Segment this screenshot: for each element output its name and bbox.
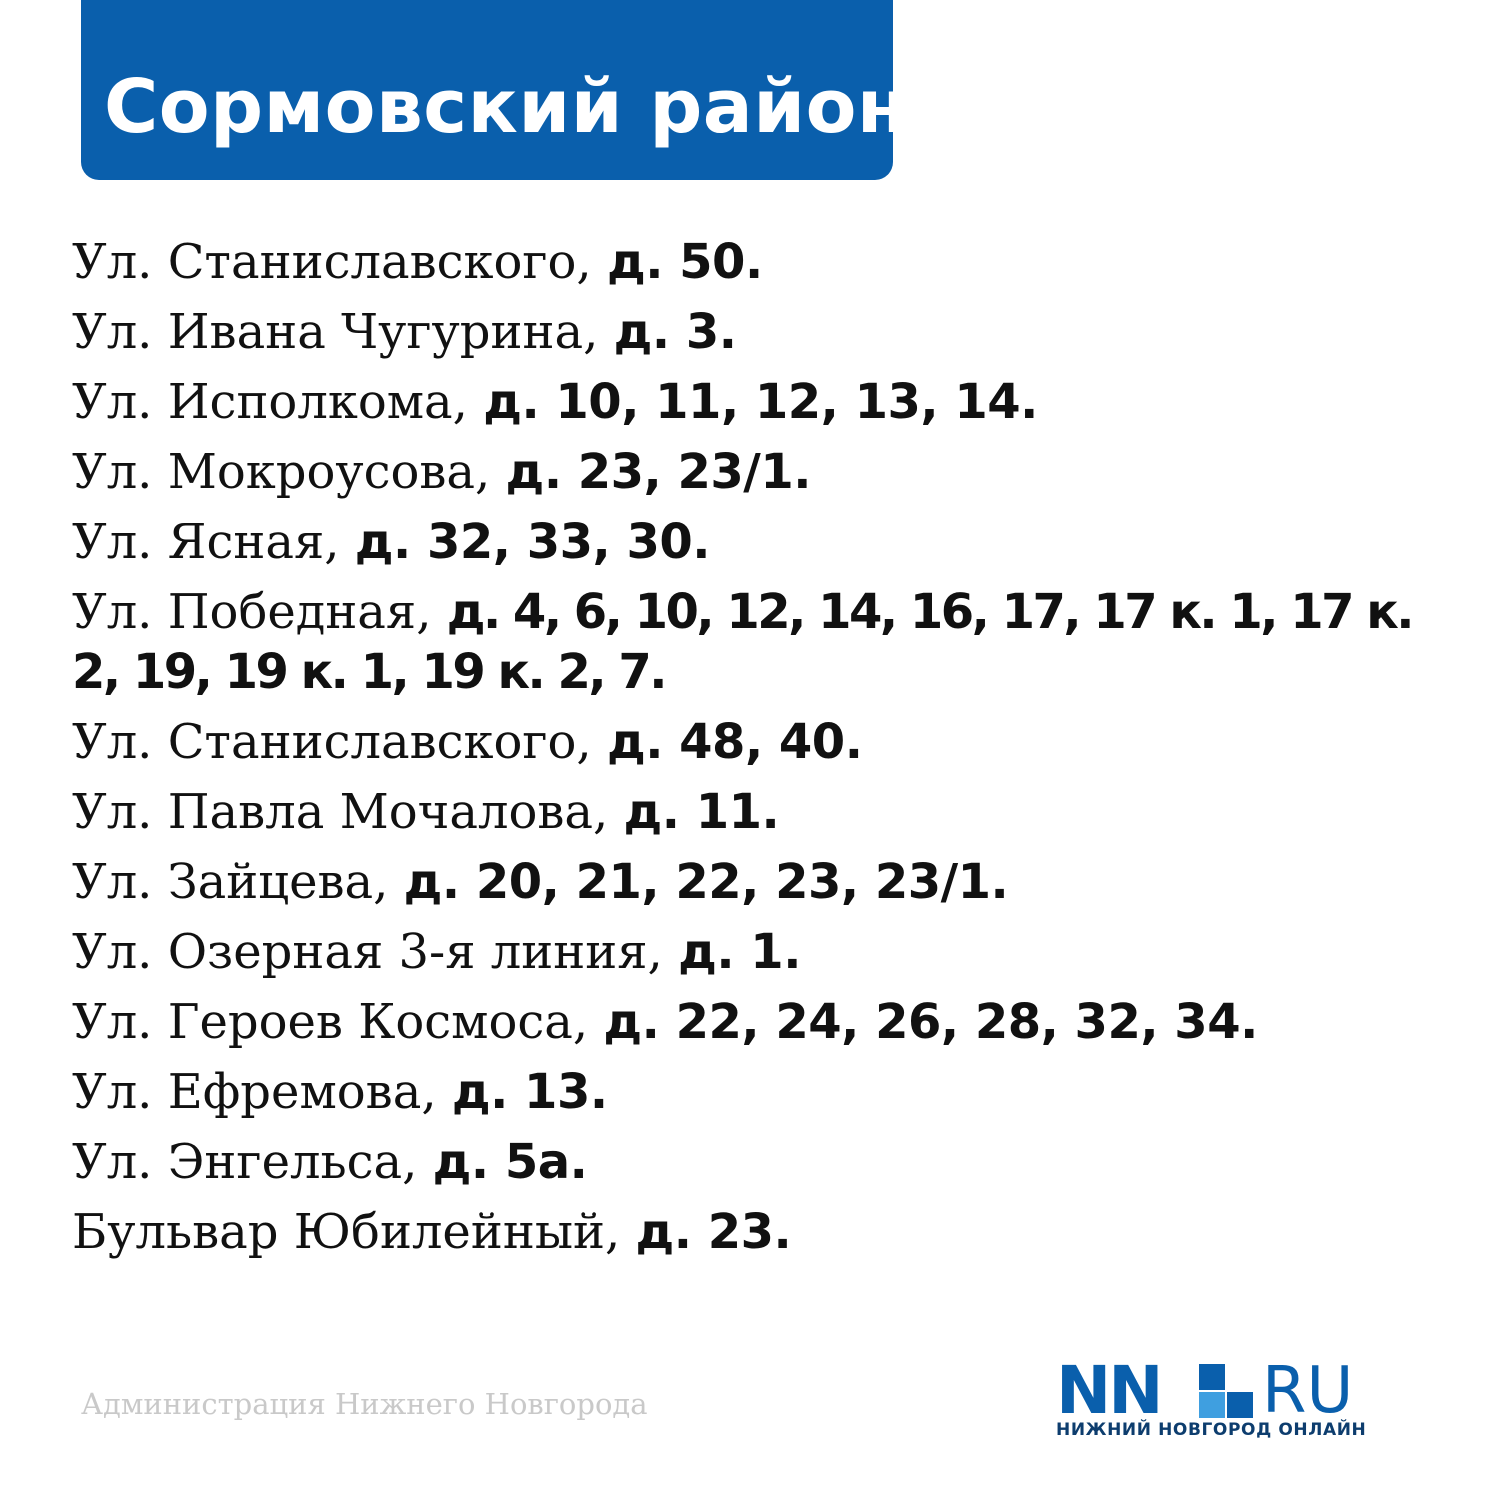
street-name: Ул. Озерная 3-я линия, [72,924,679,980]
house-numbers: д. 4, 6, 10, 12, 14, 16, 17, 17 к. 1, 17 к. 2, 19, 19 к. 1, 19 к. 2, 7. [72,584,1413,700]
address-row [72,917,1442,987]
address-row [72,367,1442,437]
address-row [72,1127,1442,1197]
street-name: Ул. Победная, [72,584,447,640]
address-list [72,227,1442,1267]
house-numbers: д. 13. [451,1064,608,1120]
logo-squares-icon [1199,1364,1253,1418]
address-row [72,1057,1442,1127]
street-name: Ул. Героев Космоса, [72,994,604,1050]
house-numbers: д. 5а. [432,1134,588,1190]
street-name: Ул. Исполкома, [72,374,484,430]
house-numbers: д. 22, 24, 26, 28, 32, 34. [603,994,1258,1050]
house-numbers: д. 50. [606,234,763,290]
street-name: Ул. Зайцева, [72,854,404,910]
house-numbers: д. 11. [623,784,780,840]
address-row [72,1197,1442,1267]
house-numbers: д. 20, 21, 22, 23, 23/1. [403,854,1009,910]
logo-ru-text: RU [1262,1354,1354,1428]
street-name: Ул. Станиславского, [72,714,607,770]
address-row [72,847,1442,917]
street-name: Ул. Мокроусова, [72,444,506,500]
house-numbers: д. 23, 23/1. [505,444,811,500]
logo-nn-text: NN [1056,1352,1161,1429]
address-row [72,777,1442,847]
house-numbers: д. 10, 11, 12, 13, 14. [483,374,1038,430]
street-name: Ул. Ефремова, [72,1064,452,1120]
address-row [72,297,1442,367]
street-name: Ул. Ясная, [72,514,355,570]
page-title: Сормовский район [104,64,909,150]
address-row [72,437,1442,507]
address-row [72,987,1442,1057]
address-row [72,507,1442,577]
address-row [72,577,1442,707]
street-name: Ул. Павла Мочалова, [72,784,624,840]
house-numbers: д. 1. [678,924,801,980]
logo-tagline: НИЖНИЙ НОВГОРОД ОНЛАЙН [1056,1420,1367,1440]
street-name: Ул. Энгельса, [72,1134,433,1190]
source-caption: Администрация Нижнего Новгорода [81,1387,648,1421]
street-name: Бульвар Юбилейный, [72,1204,636,1260]
house-numbers: д. 48, 40. [606,714,863,770]
street-name: Ул. Станиславского, [72,234,607,290]
house-numbers: д. 23. [635,1204,792,1260]
street-name: Ул. Ивана Чугурина, [72,304,614,360]
house-numbers: д. 3. [613,304,737,360]
nn-ru-logo[interactable] [1056,1352,1367,1445]
address-row [72,707,1442,777]
house-numbers: д. 32, 33, 30. [354,514,710,570]
address-row [72,227,1442,297]
